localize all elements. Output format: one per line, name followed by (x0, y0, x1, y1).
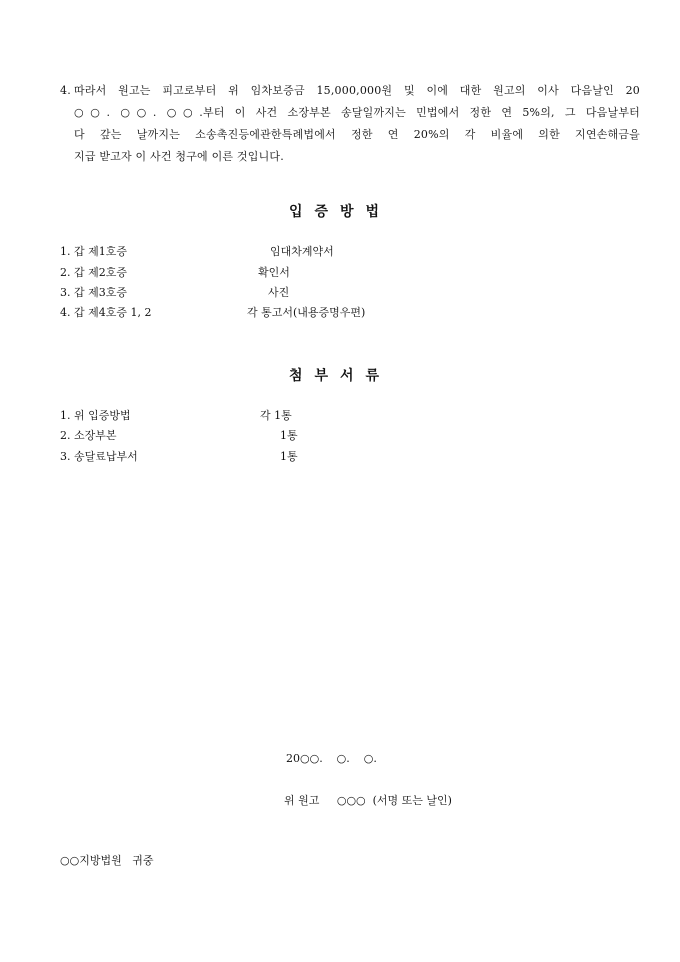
evidence-item-value: 임대차계약서 (270, 245, 334, 258)
court-addressee: ○○지방법원 귀중 (60, 854, 154, 867)
evidence-item-label: 1. 갑 제1호증 (60, 245, 127, 258)
attachment-item-value: 1통 (280, 429, 298, 442)
evidence-item (60, 285, 290, 301)
paragraph-number: 4. (60, 84, 71, 97)
paragraph-line: 따라서 원고는 피고로부터 위 임차보증금 15,000,000원 및 이에 대한 원고의 이사 다음날인 20 (74, 84, 640, 97)
attachment-item-value: 각 1통 (260, 409, 292, 422)
paragraph-line: 지급 받고자 이 사건 청구에 이른 것입니다. (74, 150, 284, 163)
evidence-item-value: 각 통고서(내용증명우편) (247, 306, 366, 319)
attachment-item-label: 1. 위 입증방법 (60, 409, 131, 422)
filing-date: 20○○. ○. ○. (286, 752, 377, 765)
evidence-item-value: 확인서 (258, 266, 290, 279)
attachment-item (60, 408, 292, 424)
attachment-item-label: 2. 소장부본 (60, 429, 117, 442)
claim-paragraph (60, 80, 640, 168)
evidence-item-label: 3. 갑 제3호증 (60, 286, 127, 299)
attachment-item (60, 428, 298, 444)
signer-line: 위 원고 ○○○ (서명 또는 날인) (284, 794, 452, 807)
paragraph-line: 다 갚는 날까지는 소송촉진등에관한특례법에서 정한 연 20%의 각 비율에 의한 지연손해금을 (74, 128, 640, 141)
evidence-item-label: 2. 갑 제2호증 (60, 266, 127, 279)
evidence-item (60, 244, 334, 260)
evidence-item (60, 265, 290, 281)
attachment-item (60, 449, 298, 465)
attachments-heading: 첨부서류 (288, 368, 392, 384)
evidence-item-label: 4. 갑 제4호증 1, 2 (60, 306, 152, 319)
paragraph-line: ○○. ○○. ○○.부터 이 사건 소장부본 송달일까지는 민법에서 정한 연 5%의, 그 다음날부터 (74, 106, 640, 119)
evidence-item (60, 305, 366, 321)
evidence-heading: 입증방법 (288, 204, 392, 220)
evidence-item-value: 사진 (268, 286, 290, 299)
attachment-item-label: 3. 송달료납부서 (60, 450, 138, 463)
attachment-item-value: 1통 (280, 450, 298, 463)
